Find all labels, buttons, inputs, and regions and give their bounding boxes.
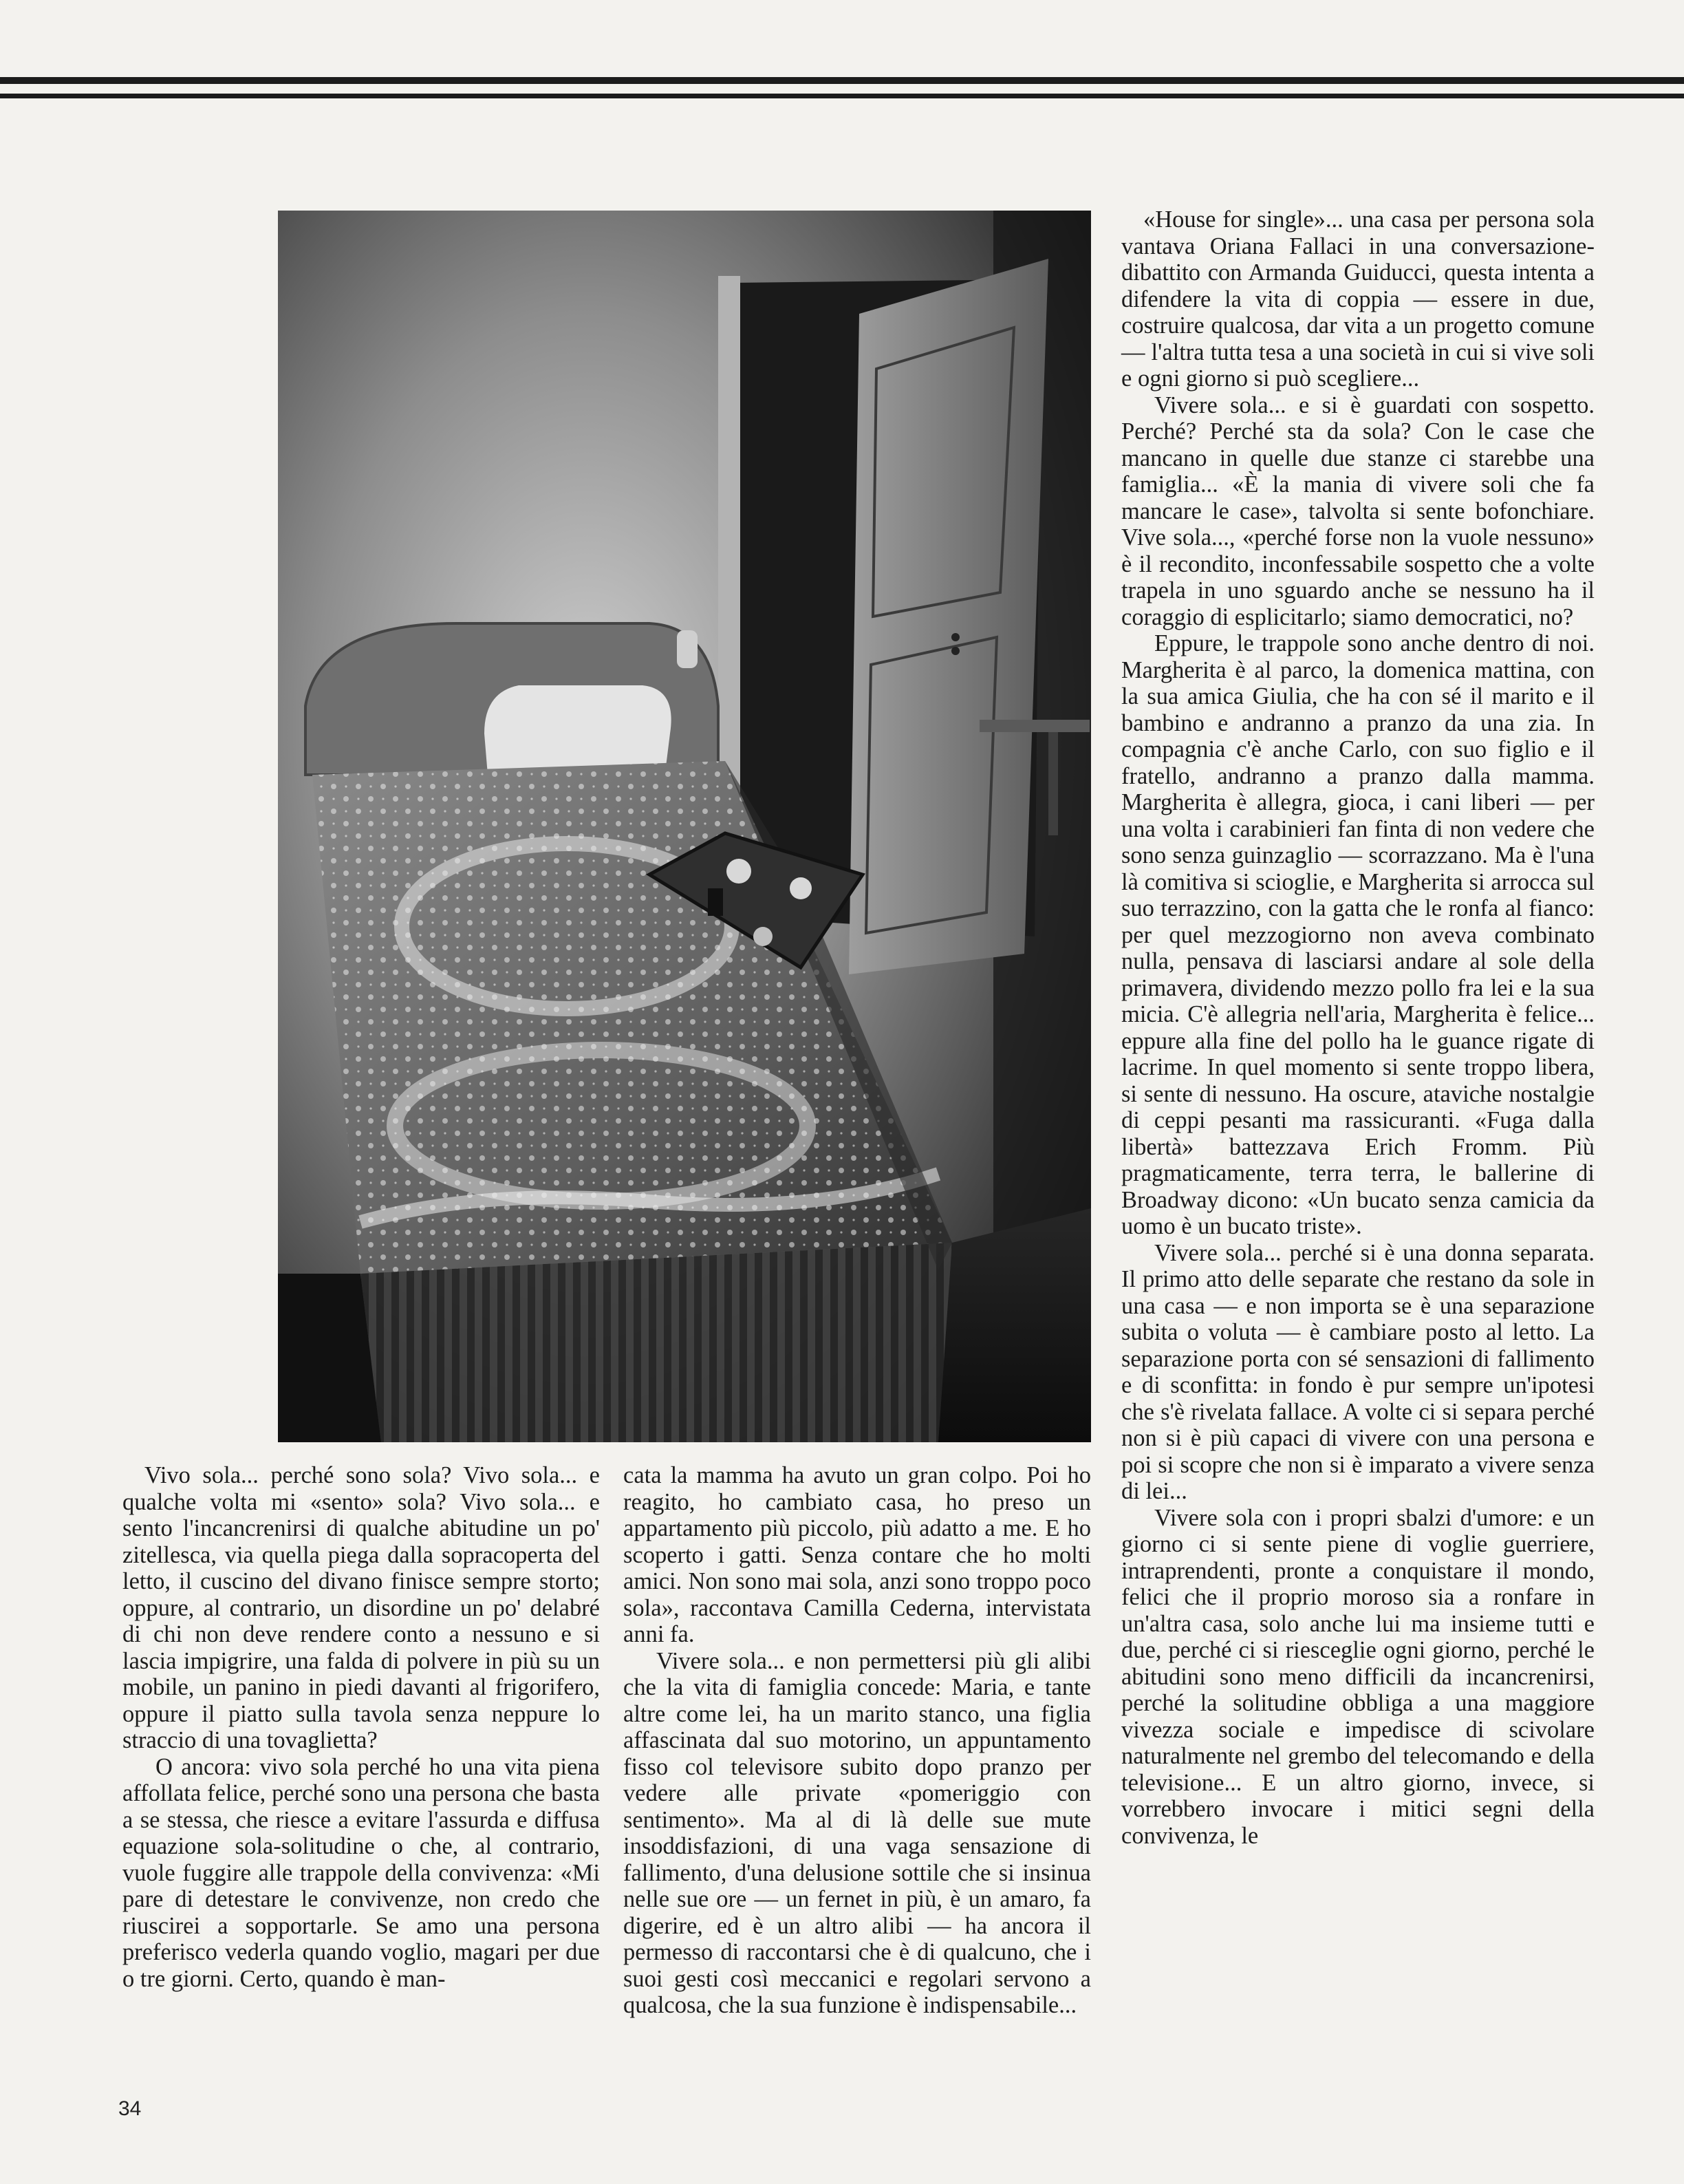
- paragraph: O ancora: vivo sola perché ho una vita piena affollata felice, perché sono una persona che basta a se stessa, che riesce a evitare l'assurda e diffusa equazione sola-solitudine o che, al contrario, vuole fuggire alle trappole della convivenza: «Mi pare di detestare le convivenze, non credo che riuscirei a sopportarle. Se amo una persona preferisco vederla quando voglio, magari per due o tre giorni. Certo, quando è man-: [122, 1753, 600, 1992]
- paragraph: Vivere sola con i propri sbalzi d'umore: e un giorno ci si sente piene di voglie guerriere, intraprendenti, pronte a conquistare il mondo, felici che il proprio moroso sia a ronfare in un'altra casa, solo anche lui ma insieme tutti e due, perché ci si riesceglie ogni giorno, perché le abitudini sono meno difficili da incancrenirsi, perché la solitudine obbliga a una maggiore vivezza sociale e impedisce di scivolare naturalmente nel grembo del telecomando e della televisione... E un altro giorno, invece, si vorrebbero invocare i mitici segni della convivenza, le: [1121, 1504, 1595, 1849]
- paragraph: «House for single»... una casa per persona sola vantava Oriana Fallaci in una conversazione-dibattito con Armanda Guiducci, questa intenta a difendere la vita di coppia — essere in due, costruire qualcosa, dar vita a un progetto comune — l'altra tutta tesa a una società in cui si vive soli e ogni giorno si può scegliere...: [1121, 206, 1595, 392]
- page-number: 34: [118, 2097, 142, 2120]
- paragraph: Vivo sola... perché sono sola? Vivo sola... e qualche volta mi «sento» sola? Vivo sola... e sento l'incancrenirsi di qualche abitudine un po' zitellesca, via quella piega dalla sopracoperta del letto, il cuscino del divano finisce sempre storto; oppure, al contrario, un disordine un po' delabré di chi non deve rendere conto a nessuno e si lascia impigrire, una falda di polvere in più su un mobile, un panino in piedi davanti al frigorifero, oppure il piatto sulla tavola senza neppure lo straccio di una tovaglietta?: [122, 1462, 600, 1753]
- paragraph: cata la mamma ha avuto un gran colpo. Poi ho reagito, ho cambiato casa, ho preso un appartamento più piccolo, più adatto a me. E ho scoperto i gatti. Senza contare che ho molti amici. Non sono mai sola, anzi sono troppo poco sola», raccontava Camilla Cederna, intervistata anni fa.: [623, 1462, 1091, 1647]
- article-column-middle: [623, 1462, 1091, 2019]
- article-column-right: [1121, 206, 1595, 1849]
- top-rule-thin: [0, 94, 1684, 98]
- paragraph: Vivere sola... perché si è una donna separata. Il primo atto delle separate che restano da sole in una casa — e non importa se è una separazione subita o voluta — è cambiare posto al letto. La separazione porta con sé sensazioni di fallimento e di sconfitta: in fondo è pur sempre un'ipotesi che s'è rivelata fallace. A volte ci si separa perché non si è più capaci di vivere con una persona e poi si scopre che non si è imparato a vivere senza di lei...: [1121, 1239, 1595, 1504]
- top-rule-thick: [0, 77, 1684, 84]
- paragraph: Vivere sola... e si è guardati con sospetto. Perché? Perché sta da sola? Con le case che mancano in quelle due stanze ci starebbe una famiglia... «È la mania di vivere soli che fa mancare le case», talvolta si sente bofonchiare. Vive sola..., «perché forse non la vuole nessuno» è il recondito, inconfessabile sospetto che a volte trapela in uno sguardo anche se nessuno ha il coraggio di esplicitarlo; siamo democratici, no?: [1121, 392, 1595, 630]
- paragraph: Vivere sola... e non permettersi più gli alibi che la vita di famiglia concede: Maria, e tante altre come lei, ha un marito stanco, una figlia affascinata dal suo motorino, un appuntamento fisso col televisore subito dopo pranzo per vedere alle private «pomeriggio con sentimento». Ma al di là delle sue mute insoddisfazioni, di una vaga sensazione di fallimento, d'una delusione sottile che si insinua nelle sue ore — un fernet in più, è un amaro, fa digerire, ed è un altro alibi — ha ancora il permesso di raccontarsi che è di qualcuno, che i suoi gesti così meccanici e regolari servono a qualcosa, che la sua funzione è indispensabile...: [623, 1647, 1091, 2018]
- bedroom-photo: [278, 211, 1091, 1442]
- paragraph: Eppure, le trappole sono anche dentro di noi. Margherita è al parco, la domenica mattina, con la sua amica Giulia, che ha con sé il marito e il bambino e andranno a pranzo da una zia. In compagnia c'è anche Carlo, con suo figlio e il fratello, andranno a pranzo dalla mamma. Margherita è allegra, gioca, i cani liberi — per una volta i carabinieri fan finta di non vedere che sono senza guinzaglio — scorrazzano. Ma è l'una là comitiva si scioglie, e Margherita si arrocca sul suo terrazzino, con la gatta che le ronfa al fianco: per quel mezzogiorno non aveva combinato nulla, pensava di lasciarsi andare al sole della primavera, dividendo mezzo pollo fra lei e la sua micia. C'è allegria nell'aria, Margherita è felice... eppure alla fine del pollo ha le guance rigate di lacrime. In quel momento si sente troppo libera, si sente di nessuno. Ha oscure, ataviche nostalgie di ceppi pesanti ma rassicuranti. «Fuga dalla libertà» battezzava Erich Fromm. Più pragmaticamente, terra terra, le ballerine di Broadway dicono: «Un bucato senza camicia da uomo è un bucato triste».: [1121, 630, 1595, 1239]
- article-column-left: [122, 1462, 600, 1992]
